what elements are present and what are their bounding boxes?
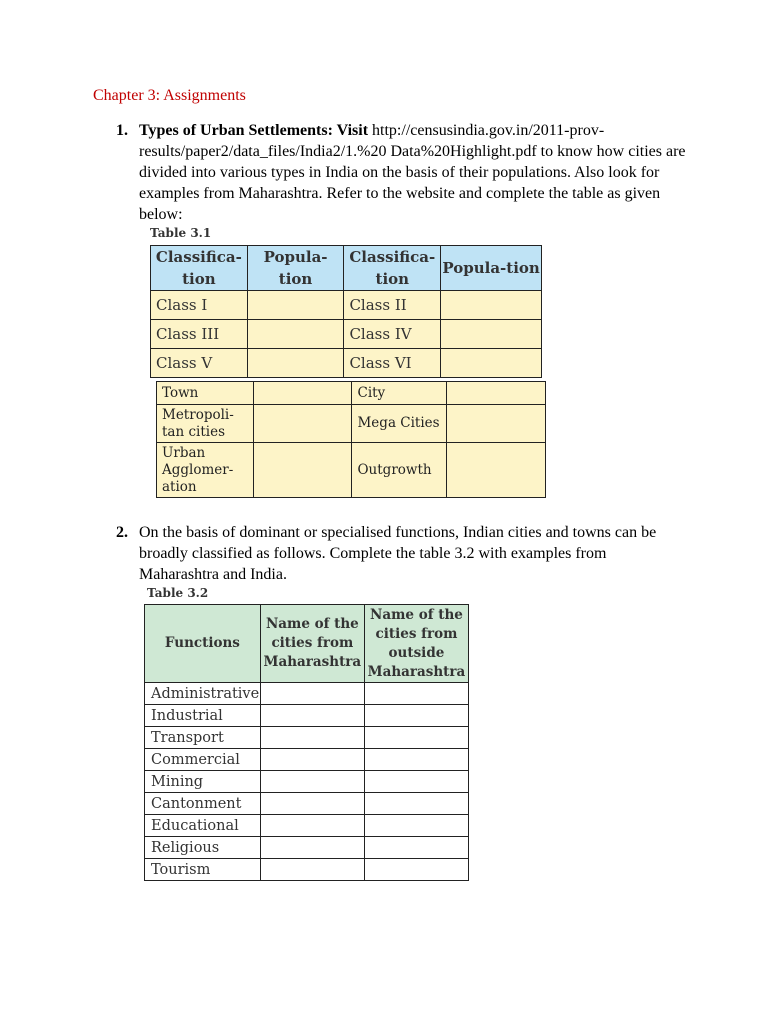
table-caption: Table 3.1 (150, 226, 212, 240)
table-cell-blank[interactable] (260, 859, 364, 881)
table-cell: Religious (145, 837, 261, 859)
table-cell-blank[interactable] (364, 771, 468, 793)
table-row (145, 749, 469, 771)
table-row (145, 727, 469, 749)
table-cell-blank[interactable] (260, 815, 364, 837)
item-number: 2. (116, 524, 128, 541)
table-cell: Metropoli-tan cities (157, 405, 254, 443)
item-body (139, 120, 686, 225)
table-row (157, 382, 546, 405)
table-cell-blank[interactable] (260, 705, 364, 727)
table-row (145, 815, 469, 837)
column-header: Popula-tion (247, 246, 344, 291)
table-cell: Class VI (344, 349, 441, 378)
item-heading: Types of Urban Settlements: Visit (139, 122, 369, 139)
column-header: Popula-tion (441, 246, 542, 291)
table-cell: Tourism (145, 859, 261, 881)
column-header: Classifica-tion (344, 246, 441, 291)
table-row (157, 405, 546, 443)
table-cell-blank[interactable] (247, 349, 344, 378)
table-cell-blank[interactable] (441, 291, 542, 320)
table-row (151, 320, 542, 349)
table-row (157, 443, 546, 498)
table-row (145, 859, 469, 881)
table-cell: Outgrowth (352, 443, 447, 498)
column-header: Classifica-tion (151, 246, 248, 291)
table-cell: Class III (151, 320, 248, 349)
chapter-title: Chapter 3: Assignments (93, 87, 246, 104)
table-cell: Mega Cities (352, 405, 447, 443)
item-text: On the basis of dominant or specialised functions, Indian cities and towns can be broadly classified as follows. Complete the table 3.2 with examples from Maharashtra and India. (139, 524, 657, 583)
table-cell-blank[interactable] (447, 443, 546, 498)
table-cell: Town (157, 382, 254, 405)
column-header: Name of the cities from outside Maharashtra (364, 605, 468, 683)
table-caption: Table 3.2 (147, 586, 209, 600)
table-header-row (151, 246, 542, 291)
table-row (145, 793, 469, 815)
functions-table (144, 604, 469, 881)
table-cell-blank[interactable] (260, 727, 364, 749)
table-cell-blank[interactable] (260, 793, 364, 815)
table-cell-blank[interactable] (260, 683, 364, 705)
table-cell: Class I (151, 291, 248, 320)
table-cell-blank[interactable] (260, 837, 364, 859)
table-cell: Mining (145, 771, 261, 793)
table-cell-blank[interactable] (253, 443, 352, 498)
assignment-item-1 (116, 120, 686, 225)
table-row (145, 771, 469, 793)
item-number: 1. (116, 122, 128, 139)
table-cell: Urban Agglomer-ation (157, 443, 254, 498)
table-cell: City (352, 382, 447, 405)
table-cell: Class V (151, 349, 248, 378)
table-cell-blank[interactable] (253, 382, 352, 405)
table-cell-blank[interactable] (364, 749, 468, 771)
table-cell-blank[interactable] (247, 320, 344, 349)
table-cell-blank[interactable] (441, 320, 542, 349)
assignment-item-2 (116, 522, 686, 585)
table-cell-blank[interactable] (253, 405, 352, 443)
table-cell-blank[interactable] (247, 291, 344, 320)
table-cell-blank[interactable] (260, 749, 364, 771)
table-cell: Educational (145, 815, 261, 837)
settlement-types-table (156, 381, 546, 498)
table-cell-blank[interactable] (364, 705, 468, 727)
table-cell-blank[interactable] (364, 727, 468, 749)
table-cell: Commercial (145, 749, 261, 771)
column-header: Functions (145, 605, 261, 683)
table-cell: Transport (145, 727, 261, 749)
table-cell: Industrial (145, 705, 261, 727)
table-row (151, 349, 542, 378)
table-cell: Class II (344, 291, 441, 320)
table-cell: Cantonment (145, 793, 261, 815)
table-cell-blank[interactable] (260, 771, 364, 793)
table-row (145, 837, 469, 859)
table-header-row (145, 605, 469, 683)
classification-table (150, 245, 542, 378)
table-cell-blank[interactable] (364, 815, 468, 837)
table-cell-blank[interactable] (447, 405, 546, 443)
column-header: Name of the cities from Maharashtra (260, 605, 364, 683)
table-cell: Administrative (145, 683, 261, 705)
table-row (151, 291, 542, 320)
table-cell: Class IV (344, 320, 441, 349)
table-row (145, 683, 469, 705)
table-cell-blank[interactable] (364, 793, 468, 815)
table-cell-blank[interactable] (364, 859, 468, 881)
table-cell-blank[interactable] (447, 382, 546, 405)
table-cell-blank[interactable] (364, 683, 468, 705)
table-cell-blank[interactable] (364, 837, 468, 859)
item-text: http://censusindia.gov.in/2011-prov-results/paper2/data_files/India2/1.%20 Data%20Highlight.pdf to know how cities are divided into various types in India on the basis of their populations. Also look for examples from Maharashtra. Refer to the website and complete the table as given below: (139, 122, 686, 223)
table-row (145, 705, 469, 727)
table-cell-blank[interactable] (441, 349, 542, 378)
